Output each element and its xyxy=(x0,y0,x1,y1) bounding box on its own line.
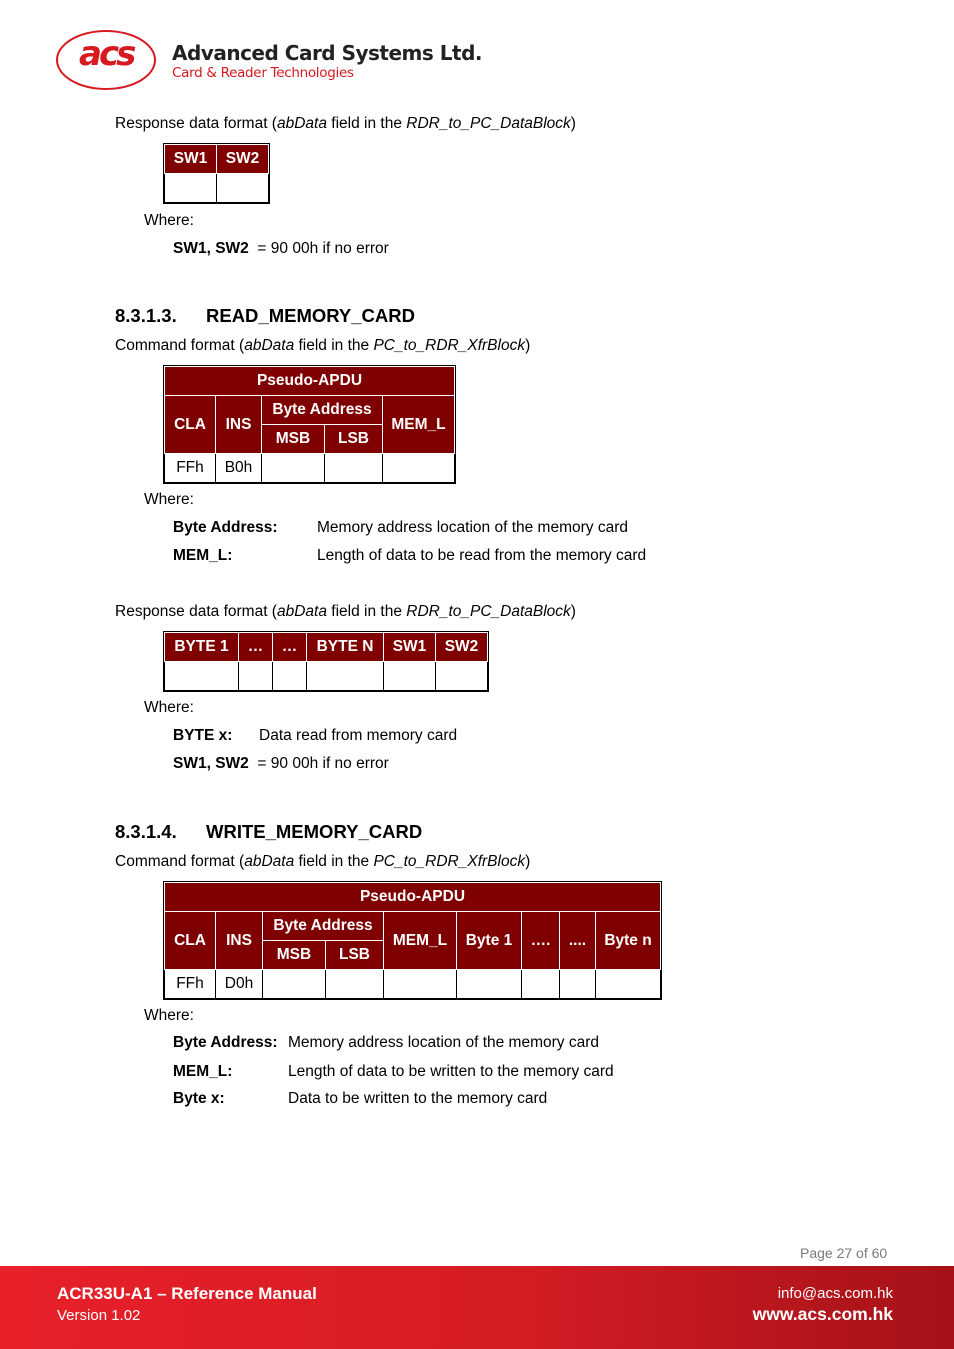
header-byte-address: Byte Address xyxy=(263,912,384,941)
def-desc: Data to be written to the memory card xyxy=(288,1090,548,1107)
header-byte1: BYTE 1 xyxy=(165,633,239,662)
def-term: MEM_L: xyxy=(173,547,233,564)
header-byte-address: Byte Address xyxy=(262,396,383,425)
cell xyxy=(165,662,239,691)
cell xyxy=(384,970,457,999)
header-ellipsis: … xyxy=(273,633,307,662)
response-format-line: Response data format (abData field in the RDR_to_PC_DataBlock) xyxy=(115,115,576,132)
cell xyxy=(273,662,307,691)
header-cla: CLA xyxy=(165,396,216,454)
pseudo-apdu-header: Pseudo-APDU xyxy=(165,883,661,912)
cell xyxy=(436,662,488,691)
footer-bar xyxy=(0,1266,954,1349)
manual-title: ACR33U-A1 – Reference Manual xyxy=(57,1284,317,1303)
header-msb: MSB xyxy=(262,425,325,454)
sw-definition: SW1, SW2 = 90 00h if no error xyxy=(173,755,389,772)
where-label: Where: xyxy=(144,212,194,229)
section-heading-write: 8.3.1.4. WRITE_MEMORY_CARD xyxy=(115,821,423,842)
cell xyxy=(596,970,661,999)
def-desc: Memory address location of the memory card xyxy=(288,1034,599,1051)
header-ins: INS xyxy=(216,396,262,454)
cell xyxy=(239,662,273,691)
sw-definition: SW1, SW2 = 90 00h if no error xyxy=(173,240,389,257)
header-lsb: LSB xyxy=(326,941,384,970)
def-desc: Memory address location of the memory card xyxy=(317,519,628,536)
website-link[interactable]: www.acs.com.hk xyxy=(752,1304,893,1324)
cell: FFh xyxy=(165,970,216,999)
read-command-table xyxy=(164,366,455,483)
write-command-table xyxy=(164,882,661,999)
def-term: Byte Address: xyxy=(173,1034,278,1051)
company-tagline: Card & Reader Technologies xyxy=(172,65,354,81)
def-term: Byte x: xyxy=(173,1090,225,1107)
cell xyxy=(325,454,383,483)
section-heading-read: 8.3.1.3. READ_MEMORY_CARD xyxy=(115,305,416,326)
cell xyxy=(263,970,326,999)
header-ellipsis: …. xyxy=(522,912,560,970)
def-desc: Length of data to be written to the memory card xyxy=(288,1063,614,1080)
header-lsb: LSB xyxy=(325,425,383,454)
cell xyxy=(522,970,560,999)
header-ellipsis: .... xyxy=(560,912,596,970)
def-term: MEM_L: xyxy=(173,1063,233,1080)
header-byten: Byte n xyxy=(596,912,661,970)
cell xyxy=(165,174,217,203)
def-term: Byte Address: xyxy=(173,519,278,536)
version-label: Version 1.02 xyxy=(57,1307,141,1324)
header-byte1: Byte 1 xyxy=(457,912,522,970)
command-format-line: Command format (abData field in the PC_to_RDR_XfrBlock) xyxy=(115,853,531,870)
page-number: Page 27 of 60 xyxy=(800,1245,888,1261)
header-ins: INS xyxy=(216,912,263,970)
cell: B0h xyxy=(216,454,262,483)
pseudo-apdu-header: Pseudo-APDU xyxy=(165,367,455,396)
def-term: BYTE x: xyxy=(173,727,233,744)
response-format-line: Response data format (abData field in the RDR_to_PC_DataBlock) xyxy=(115,603,576,620)
header-sw2: SW2 xyxy=(217,145,269,174)
company-name: Advanced Card Systems Ltd. xyxy=(172,41,482,65)
where-label: Where: xyxy=(144,491,194,508)
header-msb: MSB xyxy=(263,941,326,970)
cell xyxy=(326,970,384,999)
header-byten: BYTE N xyxy=(307,633,384,662)
cell xyxy=(217,174,269,203)
cell xyxy=(383,454,455,483)
where-label: Where: xyxy=(144,1007,194,1024)
command-format-line: Command format (abData field in the PC_to_RDR_XfrBlock) xyxy=(115,337,531,354)
def-desc: Data read from memory card xyxy=(259,727,458,744)
header-sw1: SW1 xyxy=(384,633,436,662)
header-sw2: SW2 xyxy=(436,633,488,662)
header-sw1: SW1 xyxy=(165,145,217,174)
def-desc: Length of data to be read from the memory card xyxy=(317,547,647,564)
cell xyxy=(457,970,522,999)
response-table xyxy=(164,144,269,203)
header-mem-l: MEM_L xyxy=(384,912,457,970)
where-label: Where: xyxy=(144,699,194,716)
cell xyxy=(307,662,384,691)
cell xyxy=(384,662,436,691)
cell: D0h xyxy=(216,970,263,999)
cell xyxy=(560,970,596,999)
read-response-table xyxy=(164,632,488,691)
cell: FFh xyxy=(165,454,216,483)
header-cla: CLA xyxy=(165,912,216,970)
header-mem-l: MEM_L xyxy=(383,396,455,454)
header-ellipsis: … xyxy=(239,633,273,662)
acs-logo: acs xyxy=(79,34,134,74)
cell xyxy=(262,454,325,483)
email-link[interactable]: info@acs.com.hk xyxy=(777,1285,893,1302)
